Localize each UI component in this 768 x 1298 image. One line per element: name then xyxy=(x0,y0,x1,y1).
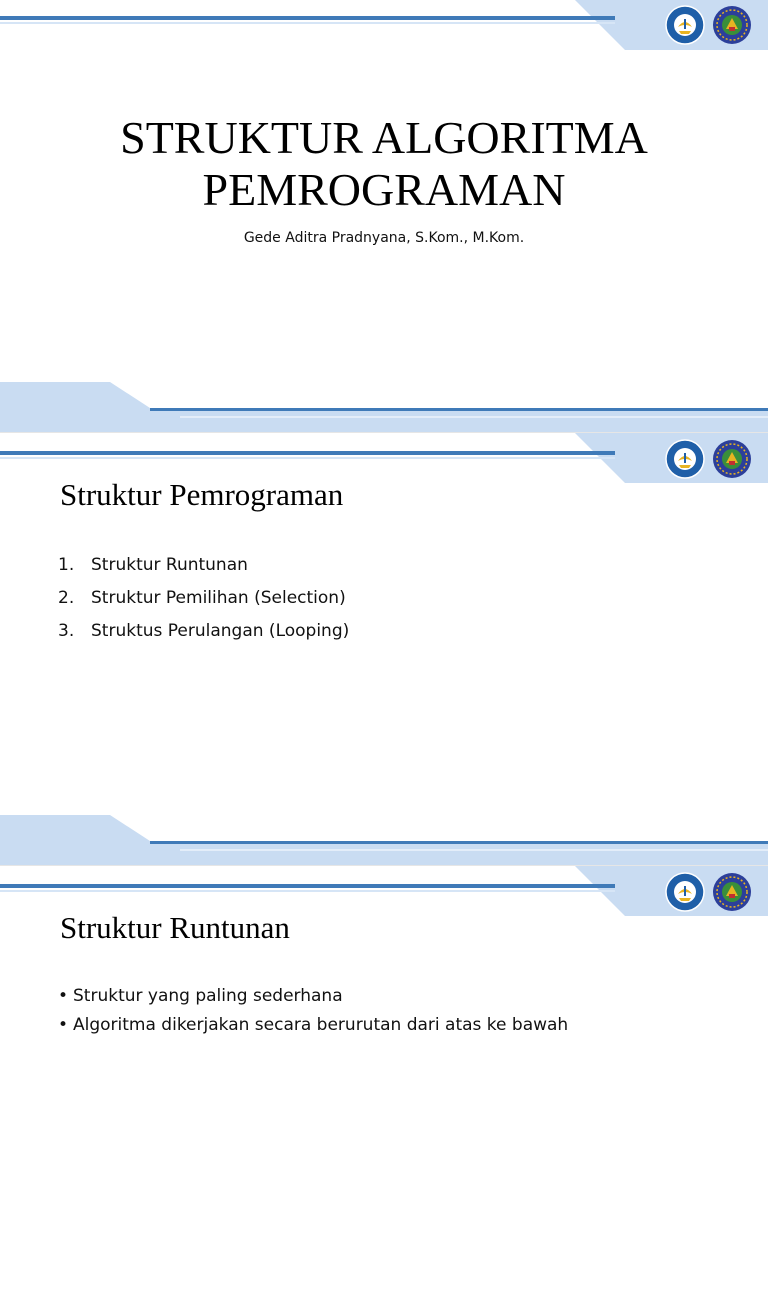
list-text: Algoritma dikerjakan secara berurutan dari atas ke bawah xyxy=(73,1015,569,1035)
title-line-1: STRUKTUR ALGORITMA xyxy=(120,112,648,163)
slide-heading: Struktur Runtunan xyxy=(60,910,290,945)
list-text: Struktur Pemilihan (Selection) xyxy=(91,588,346,608)
slide-heading: Struktur Pemrograman xyxy=(60,477,344,512)
list-number: 2. xyxy=(58,588,75,608)
slide-title xyxy=(0,0,768,432)
list-text: Struktus Perulangan (Looping) xyxy=(91,621,350,641)
numbered-list xyxy=(58,549,349,648)
list-item xyxy=(58,1011,568,1040)
list-item xyxy=(58,549,349,582)
list-number: 1. xyxy=(58,555,75,575)
list-item xyxy=(58,582,349,615)
university-seal-icon xyxy=(712,439,752,479)
bullet-icon: • xyxy=(58,1015,69,1035)
list-text: Struktur Runtunan xyxy=(91,555,248,575)
list-item xyxy=(58,615,349,648)
author-subtitle: Gede Aditra Pradnyana, S.Kom., M.Kom. xyxy=(243,230,525,246)
tut-wuri-logo-icon xyxy=(665,439,705,479)
slide-decoration xyxy=(0,0,768,432)
list-text: Struktur yang paling sederhana xyxy=(73,986,343,1006)
bullet-icon: • xyxy=(58,986,69,1006)
slide-struktur-runtunan xyxy=(0,866,768,1298)
presentation-title xyxy=(0,112,768,216)
list-item xyxy=(58,982,568,1011)
university-seal-icon xyxy=(712,872,752,912)
bullet-list xyxy=(58,982,568,1040)
title-line-2: PEMROGRAMAN xyxy=(202,164,566,215)
tut-wuri-logo-icon xyxy=(665,5,705,45)
slide-struktur-pemrograman xyxy=(0,433,768,865)
university-seal-icon xyxy=(712,5,752,45)
list-number: 3. xyxy=(58,621,75,641)
tut-wuri-logo-icon xyxy=(665,872,705,912)
